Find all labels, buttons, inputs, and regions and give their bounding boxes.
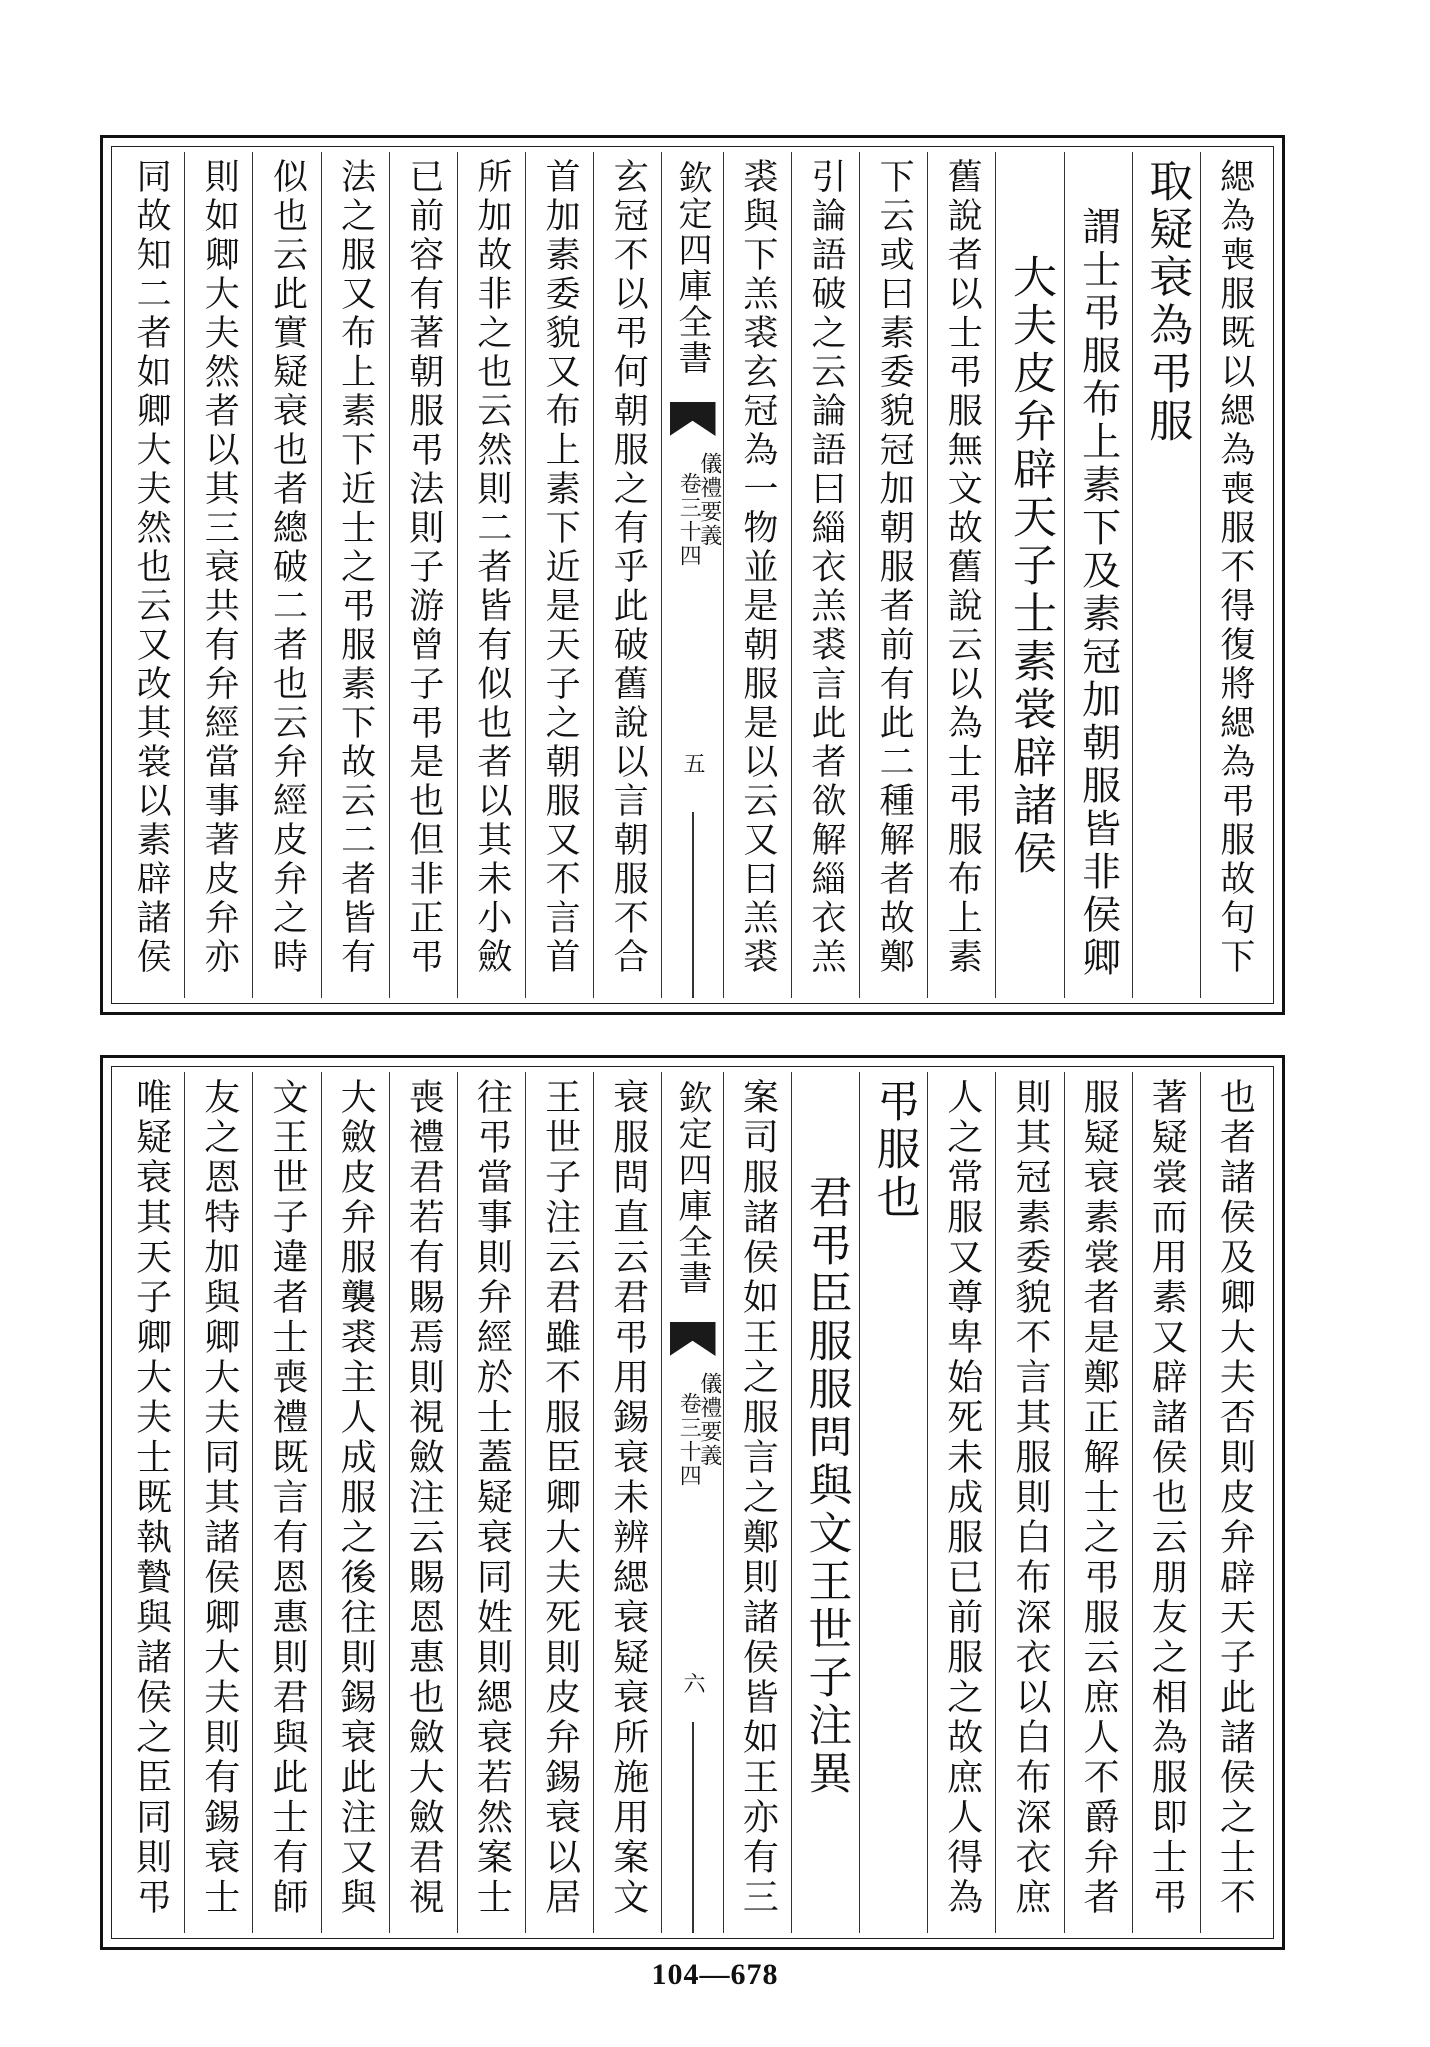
column-text: 弔服也 [868,1078,920,1222]
column-text: 下云或曰素委貌冠加朝服者前有此二種解者故鄭 [874,158,915,977]
column-text: 舊說者以士弔服無文故舊說云以為士弔服布上素 [942,158,983,977]
text-column [321,152,389,998]
column-text: 引論語破之云論語曰緇衣羔裘言此者欲解緇衣羔 [805,158,846,977]
text-column [252,1072,320,1933]
text-column [593,1072,661,1933]
text-column [723,152,791,998]
center-page-number: 五 [680,752,706,774]
text-column [1132,152,1200,998]
column-text: 同故知二者如卿大夫然也云又改其裳以素辟諸侯 [131,158,172,977]
bottom-page-columns [117,1072,1268,1933]
column-text: 法之服又布上素下近士之弔服素下故云二者皆有 [335,158,376,977]
column-text: 大夫皮弁辟天子士素裳辟諸侯 [1004,254,1056,878]
center-fold-column [661,152,722,998]
text-column [389,1072,457,1933]
column-text: 服疑衰素裳者是鄭正解士之弔服云庶人不爵弁者 [1078,1078,1120,1918]
top-page-panel [100,135,1285,1015]
column-text: 取疑衰為弔服 [1141,158,1193,446]
center-header: 欽定四庫全書 [672,160,713,376]
text-column [184,1072,252,1933]
column-text: 友之恩特加與卿大夫同其諸侯卿大夫則有錫衰士 [198,1078,240,1918]
column-text: 唯疑衰其天子卿大夫士既執贄與諸侯之臣同則弔 [130,1078,172,1918]
center-line [692,1722,694,1933]
column-text: 王世子注云君雖不服臣卿大夫死則皮弁錫衰以居 [539,1078,581,1918]
text-column [457,1072,525,1933]
text-column [1200,152,1268,998]
fishtail-mark [670,1322,716,1356]
text-column [859,1072,927,1933]
text-column [457,152,525,998]
fishtail-mark [670,402,716,436]
column-text: 案司服諸侯如王之服言之鄭則諸侯皆如王亦有三 [737,1078,779,1918]
center-title: 儀禮要義 [696,452,722,548]
page-number: 104—678 [651,1958,779,1991]
text-column [995,1072,1063,1933]
text-column [1132,1072,1200,1933]
top-page-columns [117,152,1268,998]
text-column [252,152,320,998]
column-text: 則如卿大夫然者以其三衰共有弁經當事著皮弁亦 [199,158,240,977]
text-column [525,1072,593,1933]
text-column [117,1072,184,1933]
text-column [1064,152,1132,998]
column-text: 首加素委貌又布上素下近是天子之朝服又不言首 [540,158,581,977]
column-text: 君弔臣服服問與文王世子注異 [800,1174,852,1798]
text-column [321,1072,389,1933]
text-column [593,152,661,998]
column-text: 謂士弔服布上素下及素冠加朝服皆非侯卿 [1075,206,1121,980]
column-text: 所加故非之也云然則二者皆有似也者以其未小斂 [471,158,512,977]
column-text: 已前容有著朝服弔法則子游曾子弔是也但非正弔 [403,158,444,977]
center-line [692,812,694,998]
center-page-number: 六 [680,1672,706,1694]
column-text: 則其冠素委貌不言其服則白布深衣以白布深衣庶 [1009,1078,1051,1918]
text-column [791,152,859,998]
column-text: 玄冠不以弔何朝服之有乎此破舊說以言朝服不合 [608,158,649,977]
text-column [184,152,252,998]
center-volume: 卷三十四 [676,1392,702,1488]
column-text: 文王世子違者士喪禮既言有恩惠則君與此士有師 [266,1078,308,1918]
column-text: 著疑裳而用素又辟諸侯也云朋友之相為服即士弔 [1146,1078,1188,1918]
center-title: 儀禮要義 [696,1372,722,1468]
text-column [791,1072,859,1933]
column-text: 似也云此實疑衰也者總破二者也云弁經皮弁之時 [267,158,308,977]
text-column [859,152,927,998]
text-column [927,152,995,998]
column-text: 也者諸侯及卿大夫否則皮弁辟天子此諸侯之士不 [1214,1078,1256,1918]
text-column [927,1072,995,1933]
column-text: 喪禮君若有賜焉則視斂注云賜恩惠也斂大斂君視 [403,1078,445,1918]
column-text: 大斂皮弁服襲裘主人成服之後往則錫衰此注又與 [335,1078,377,1918]
text-column [117,152,184,998]
text-column [995,152,1063,998]
center-header: 欽定四庫全書 [672,1080,713,1296]
column-text: 衰服問直云君弔用錫衰未辨緦衰疑衰所施用案文 [607,1078,649,1918]
center-fold-column [661,1072,722,1933]
text-column [1200,1072,1268,1933]
text-column [723,1072,791,1933]
column-text: 往弔當事則弁經於士蓋疑衰同姓則緦衰若然案士 [471,1078,513,1918]
bottom-page-panel [100,1055,1285,1950]
text-column [1064,1072,1132,1933]
column-text: 緦為喪服既以緦為喪服不得復將緦為弔服故句下 [1214,158,1255,977]
column-text: 裘與下羔裘玄冠為一物並是朝服是以云又曰羔裘 [737,158,778,977]
text-column [389,152,457,998]
text-column [525,152,593,998]
center-volume: 卷三十四 [676,472,702,568]
column-text: 人之常服又尊卑始死未成服已前服之故庶人得為 [941,1078,983,1918]
